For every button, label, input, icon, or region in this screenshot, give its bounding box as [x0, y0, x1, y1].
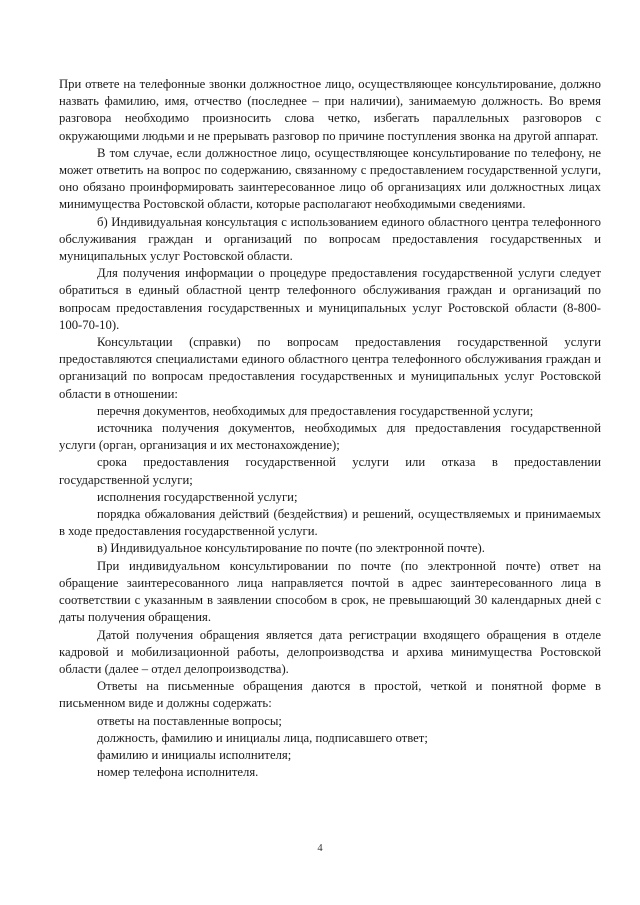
- list-item-service-term: срока предоставления государственной услуги или отказа в предоставлении государственной услуги;: [59, 455, 601, 487]
- list-item-executor-name: фамилию и инициалы исполнителя;: [97, 747, 292, 762]
- list-item-documents-list: перечня документов, необходимых для предоставления государственной услуги;: [97, 403, 534, 418]
- paragraph-consultation-topics: Консультации (справки) по вопросам предоставления государственной услуги предоставляются специалистами единого областного центра телефонного обслуживания граждан и организаций по вопросам предоставления государственных и муниципальных услуг Ростовской области в отношении:: [59, 335, 601, 401]
- page-body: [59, 76, 601, 781]
- paragraph-written-answers: Ответы на письменные обращения даются в простой, четкой и понятной форме в письменном виде и должны содержать:: [59, 679, 601, 711]
- paragraph-call-center-consultation: б) Индивидуальная консультация с использованием единого областного центра телефонного обслуживания граждан и организаций по вопросам предоставления государственных и муниципальных услуг Ростовской области.: [59, 214, 601, 264]
- list-item-appeal-procedure: порядка обжалования действий (бездействия) и решений, осуществляемых и принимаемых в ходе предоставления государственной услуги.: [59, 507, 601, 539]
- paragraph-mail-response: При индивидуальном консультировании по почте (по электронной почте) ответ на обращение заинтересованного лица направляется почтой в адрес заинтересованного лица в соответствии с указанным в заявлении способом в срок, не превышающий 30 календарных дней с даты получения обращения.: [59, 558, 601, 625]
- list-item-documents-source: источника получения документов, необходимых для предоставления государственной услуги (орган, организация и их местонахождение);: [59, 421, 601, 453]
- list-item-executor-phone: номер телефона исполнителя.: [97, 765, 259, 780]
- page-number: 4: [317, 843, 323, 854]
- list-item-service-execution: исполнения государственной услуги;: [97, 489, 298, 504]
- paragraph-phone-answer-rules: При ответе на телефонные звонки должностное лицо, осуществляющее консультирование, должно назвать фамилию, имя, отчество (последнее – при наличии), занимаемую должность. Во время разговора необходимо произносить слова четко, избегать параллельных разговоров с окружающими людьми и не прерывать разговор по причине поступления звонка на другой аппарат.: [59, 77, 601, 143]
- list-item-answers: ответы на поставленные вопросы;: [97, 713, 282, 728]
- paragraph-call-center-contact: Для получения информации о процедуре предоставления государственной услуги следует обратиться в единый областной центр телефонного обслуживания граждан и организаций по вопросам предоставления государственных и муниципальных услуг Ростовской области (8-800-100-70-10).: [59, 266, 601, 332]
- list-item-signer: должность, фамилию и инициалы лица, подписавшего ответ;: [97, 730, 428, 745]
- paragraph-receipt-date: Датой получения обращения является дата регистрации входящего обращения в отделе кадровой и мобилизационной работы, делопроизводства и архива минимущества Ростовской области (далее – отдел делопроизводства).: [59, 627, 601, 676]
- paragraph-phone-referral: В том случае, если должностное лицо, осуществляющее консультирование по телефону, не может ответить на вопрос по содержанию, связанному с предоставлением государственной услуги, оно обязано проинформировать заинтересованное лицо об организациях или должностных лицах минимущества Ростовской области, которые располагают необходимыми сведениями.: [59, 145, 601, 212]
- paragraph-mail-consultation: в) Индивидуальное консультирование по почте (по электронной почте).: [97, 541, 485, 556]
